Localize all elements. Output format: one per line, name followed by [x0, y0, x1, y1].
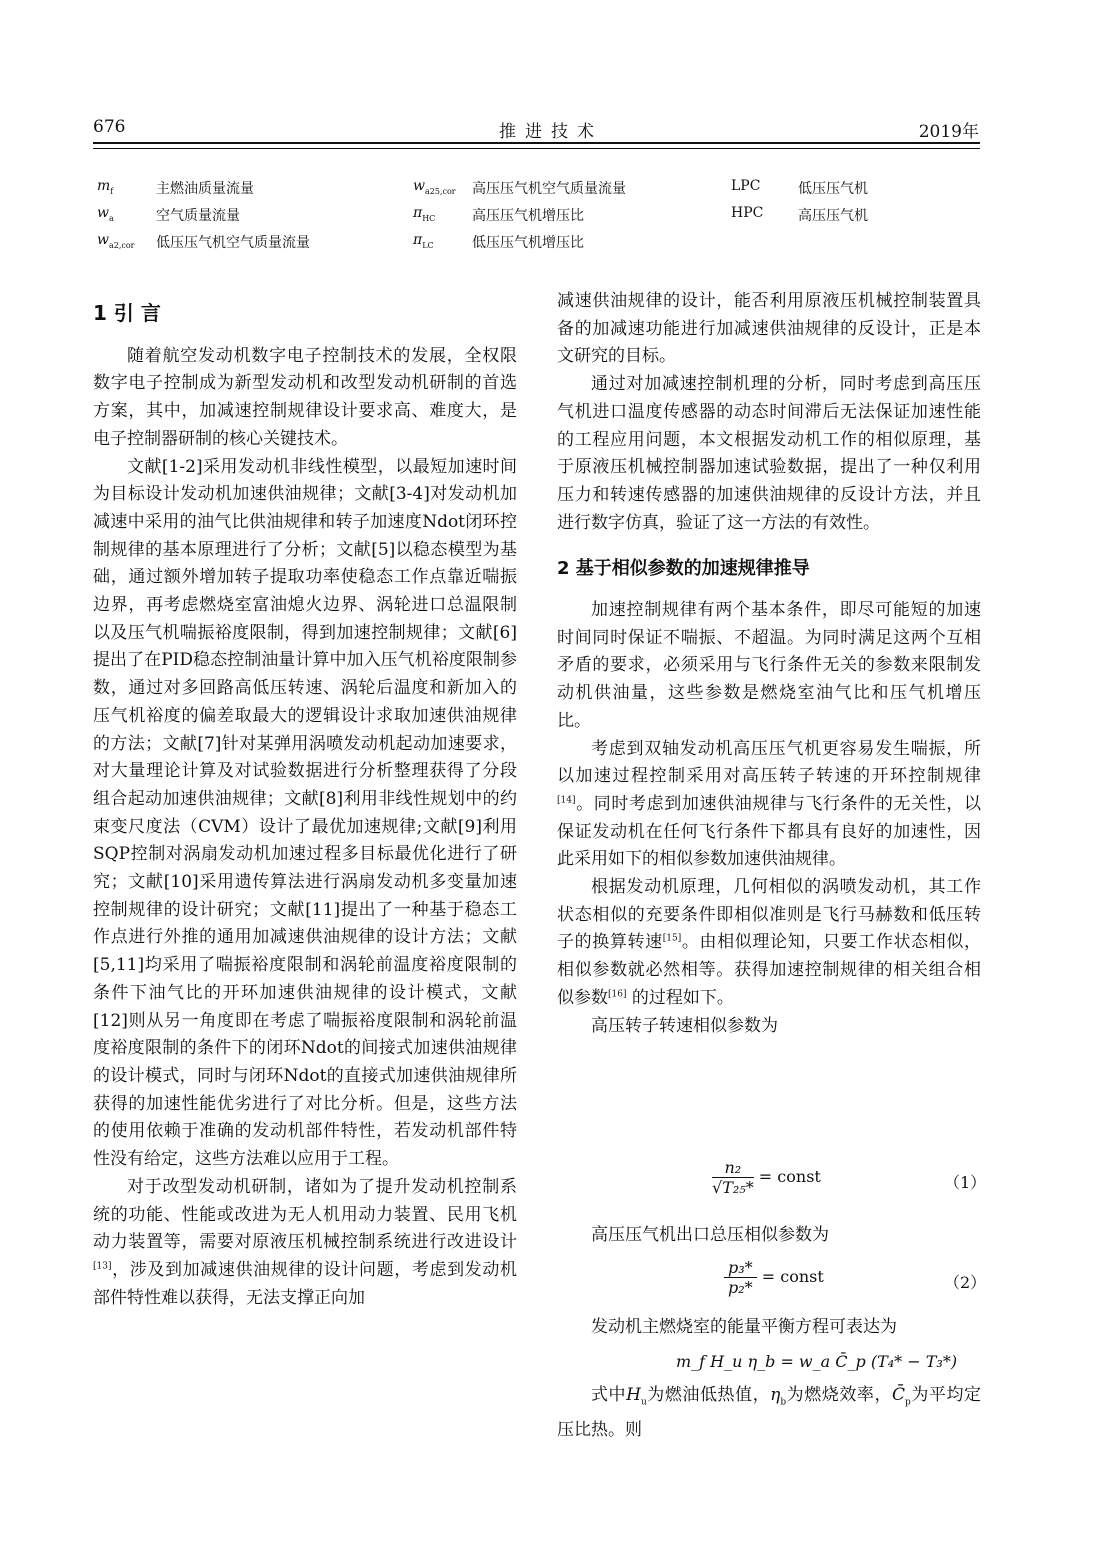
citation: [15]	[662, 933, 682, 944]
nomenclature-symbol: $\pi_{HC}$	[413, 205, 436, 223]
citation: [16]	[608, 989, 627, 1000]
citation: [13]	[93, 1261, 112, 1272]
nomenclature-description: 高压压气机	[798, 208, 868, 224]
nomenclature-description: 高压压气机增压比	[472, 208, 584, 224]
nomenclature-symbol: $m_f$	[97, 178, 114, 196]
nomenclature-abbreviation: LPC	[731, 178, 761, 194]
section-heading-2: 2 基于相似参数的加速规律推导	[557, 558, 810, 580]
equation-1: $\frac{\text{n₂}}{\text{√T₂₅*}}$ = const	[712, 1158, 821, 1197]
eq2-rhs: = const	[761, 1267, 824, 1286]
eq1-numerator: n₂	[712, 1158, 754, 1178]
right-column	[557, 288, 981, 1040]
nomenclature-symbol: $w_a$	[97, 205, 114, 223]
nomenclature-abbreviation: HPC	[731, 205, 764, 221]
paragraph: 通过对加减速控制机理的分析，同时考虑到高压压气机进口温度传感器的动态时间滞后无法保证加速性能的工程应用问题，本文根据发动机工作的相似原理，基于原液压机械控制器加速试验数据，提出了一种仅利用压力和转速传感器的加速供油规律的反设计方法，并且进行数字仿真，验证了这一方法的有效性。	[557, 374, 981, 533]
eq1-rhs: = const	[758, 1167, 821, 1186]
eq1-denominator: T₂₅*	[722, 1178, 754, 1197]
journal-title: 推进技术	[499, 122, 603, 142]
nomenclature-description: 低压压气机增压比	[472, 235, 584, 251]
right-column-continued	[557, 1222, 981, 1250]
citation: [14]	[557, 795, 576, 806]
eq2-denominator: p₂*	[728, 1278, 753, 1297]
paragraph: 加速控制规律有两个基本条件，即尽可能短的加速时间同时保证不喘振、不超温。为同时满足这两个互相矛盾的要求，必须采用与飞行条件无关的参数来限制发动机供油量，这些参数是燃烧室油气比和压气机增压比。	[557, 600, 981, 731]
nomenclature-description: 空气质量流量	[156, 208, 240, 224]
nomenclature-symbol: $w_{a25,cor}$	[413, 178, 456, 196]
publication-year: 2019年	[918, 122, 979, 142]
paragraph: 随着航空发动机数字电子控制技术的发展，全权限数字电子控制成为新型发动机和改型发动机研制的首选方案，其中，加减速控制规律设计要求高、难度大，是电子控制器研制的核心关键技术。	[93, 345, 517, 449]
eq2-numerator: p₃*	[724, 1258, 757, 1278]
nomenclature-description: 主燃油质量流量	[156, 181, 254, 197]
paragraph: 根据发动机原理，几何相似的涡喷发动机，其工作状态相似的充要条件即相似准则是飞行马赫数和低压转子的换算转速[15]。由相似理论知，只要工作状态相似，相似参数就必然相等。获得加速控制规律的相关组合相似参数[16] 的过程如下。	[557, 877, 982, 1008]
section-heading-introduction: 1 引 言	[93, 301, 161, 325]
nomenclature-symbol: $\pi_{LC}$	[413, 232, 434, 250]
equation-2-number: （2）	[944, 1273, 987, 1292]
nomenclature-description: 低压压气机	[798, 181, 868, 197]
right-column-continued	[557, 1382, 981, 1445]
header-rule-thick	[93, 142, 980, 144]
equation-2	[724, 1258, 824, 1297]
paragraph: 发动机主燃烧室的能量平衡方程可表达为	[591, 1317, 897, 1337]
header-rule-thin	[93, 148, 980, 149]
paragraph: 高压压气机出口总压相似参数为	[591, 1225, 829, 1245]
equation-3: m_f H_u η_b = w_a C̄_p (T₄* − T₃*)	[676, 1352, 958, 1371]
right-column-continued	[557, 1314, 981, 1342]
paragraph: 式中$H_u$为燃油低热值，$\eta_b$为燃烧效率，$C̄_p$为平均定压比热。则	[557, 1385, 982, 1441]
equation-1-number: （1）	[944, 1173, 987, 1192]
page-number: 676	[93, 117, 126, 137]
paragraph: 文献[1-2]采用发动机非线性模型，以最短加速时间为目标设计发动机加速供油规律；文献[3-4]对发动机加减速中采用的油气比供油规律和转子加速度Ndot闭环控制规律的基本原理进行了分析；文献[5]以稳态模型为基础，通过额外增加转子提取功率使稳态工作点靠近喘振边界，再考虑燃烧室富油熄火边界、涡轮进口总温限制以及压气机喘振裕度限制，得到加速控制规律；文献[6]提出了在PID稳态控制油量计算中加入压气机裕度限制参数，通过对多回路高低压转速、涡轮后温度和新加入的压气机裕度的偏差取最大的逻辑设计求取加速供油规律的方法；文献[7]针对某弹用涡喷发动机起动加速要求，对大量理论计算及对试验数据进行分析整理获得了分段组合起动加速供油规律；文献[8]利用非线性规划中的约束变尺度法（CVM）设计了最优加速规律;文献[9]利用SQP控制对涡扇发动机加速过程多目标最优化进行了研究；文献[10]采用遗传算法进行涡扇发动机多变量加速控制规律的设计研究；文献[11]提出了一种基于稳态工作点进行外推的通用加减速供油规律的设计方法；文献[5,11]均采用了喘振裕度限制和涡轮前温度裕度限制的条件下油气比的开环加速供油规律的设计模式，文献[12]则从另一角度即在考虑了喘振裕度限制和涡轮前温度裕度限制的条件下的闭环Ndot的间接式加速供油规律的设计模式，同时与闭环Ndot的直接式加速供油规律所获得的加速性能优劣进行了对比分析。但是，这些方法的使用依赖于准确的发动机部件特性，若发动机部件特性没有给定，这些方法难以应用于工程。	[93, 456, 517, 1170]
paragraph: 减速供油规律的设计，能否利用原液压机械控制装置具备的加减速功能进行加减速供油规律的反设计，正是本文研究的目标。	[557, 291, 981, 367]
nomenclature-description: 高压压气机空气质量流量	[472, 181, 626, 197]
nomenclature-symbol: $w_{a2,cor}$	[97, 232, 135, 250]
paragraph: 考虑到双轴发动机高压压气机更容易发生喘振，所以加速过程控制采用对高压转子转速的开环控制规律[14]。同时考虑到加速供油规律与飞行条件的无关性，以保证发动机在任何飞行条件下都具有良好的加速性，因此采用如下的相似参数加速供油规律。	[557, 738, 981, 870]
left-column	[93, 300, 517, 1312]
paragraph: 高压转子转速相似参数为	[591, 1015, 778, 1036]
paragraph: 对于改型发动机研制，诸如为了提升发动机控制系统的功能、性能或改进为无人机用动力装置、民用飞机动力装置等，需要对原液压机械控制系统进行改进设计[13]，涉及到加减速供油规律的设计问题，考虑到发动机部件特性难以获得，无法支撑正向加	[93, 1176, 517, 1308]
nomenclature-description: 低压压气机空气质量流量	[156, 235, 310, 251]
